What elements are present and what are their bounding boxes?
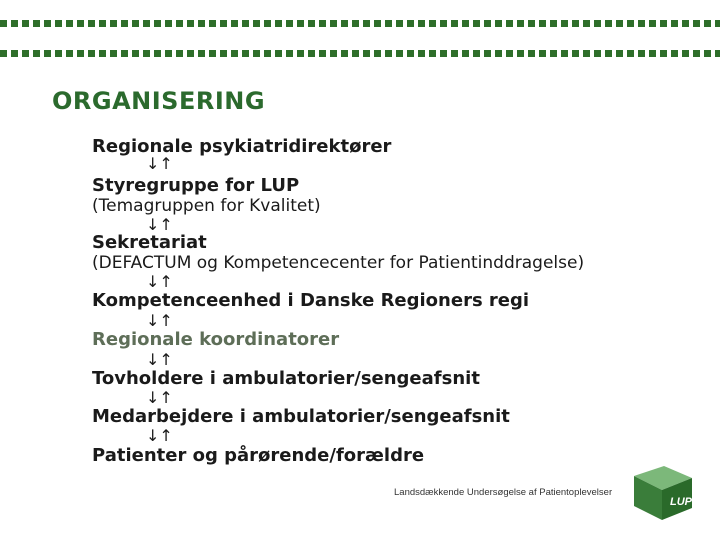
org-item-regional-directors: Regionale psykiatridirektører	[92, 136, 392, 157]
org-item-staff-units: Medarbejdere i ambulatorier/sengeafsnit	[92, 406, 510, 427]
org-item-secretariat: Sekretariat	[92, 232, 207, 253]
org-item-competence-unit: Kompetenceenhed i Danske Regioners regi	[92, 290, 530, 311]
lup-logo-icon	[624, 462, 696, 522]
arrow-up-down-icon: ↓↑	[146, 311, 173, 330]
org-item-regional-coordinators: Regionale koordinatorer	[92, 329, 340, 350]
slide-title: ORGANISERING	[52, 87, 266, 115]
arrow-up-down-icon: ↓↑	[146, 215, 173, 234]
arrow-up-down-icon: ↓↑	[146, 154, 173, 173]
arrow-up-down-icon: ↓↑	[146, 350, 173, 369]
org-item-steering-group: Styregruppe for LUP	[92, 175, 300, 196]
arrow-up-down-icon: ↓↑	[146, 272, 173, 291]
org-item-secretariat-sub: (DEFACTUM og Kompetencecenter for Patientinddragelse)	[92, 253, 585, 273]
org-item-coordinators-units: Tovholdere i ambulatorier/sengeafsnit	[92, 368, 480, 389]
org-item-steering-group-sub: (Temagruppen for Kvalitet)	[92, 196, 321, 216]
decorative-dot-row-bottom	[0, 50, 720, 57]
decorative-dot-row-top	[0, 20, 720, 27]
lup-logo-text: LUP	[670, 496, 692, 508]
arrow-up-down-icon: ↓↑	[146, 426, 173, 445]
org-item-patients-relatives: Patienter og pårørende/forældre	[92, 445, 425, 466]
footer-organization-name: Landsdækkende Undersøgelse af Patientoplevelser	[394, 487, 613, 498]
arrow-up-down-icon: ↓↑	[146, 388, 173, 407]
